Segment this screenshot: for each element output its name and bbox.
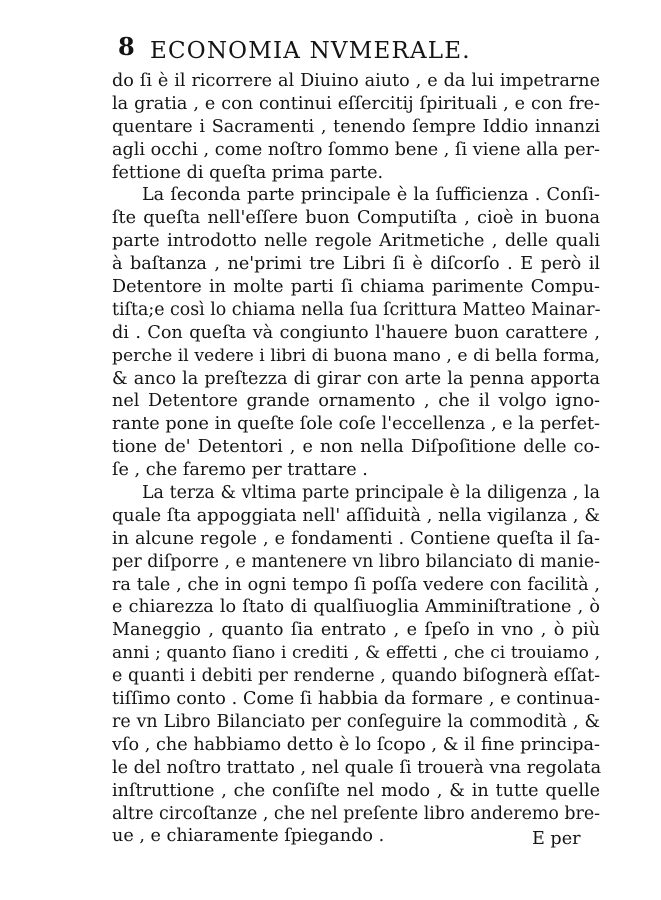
- page-header: [118, 20, 538, 64]
- text-line: tione de' Detentori , e non nella Diſpoſitione delle co-: [112, 437, 600, 458]
- text-line: vſo , che habbiamo detto è lo ſcopo , & il fine principa-: [112, 734, 600, 755]
- text-line: re vn Libro Bilanciato per conſeguire la commodità , &: [112, 711, 600, 732]
- text-line: per diſporre , e mantenere vn libro bilanciato di manie-: [112, 551, 600, 572]
- paragraph-first-line: La terza & vltima parte principale è la diligenza , la: [142, 483, 600, 504]
- text-line: Detentore in molte parti ſi chiama parimente Compu-: [112, 277, 600, 298]
- text-line: ue , e chiaramente ſpiegando .: [112, 826, 385, 847]
- text-line: altre circoſtanze , che nel preſente libro anderemo bre-: [112, 803, 600, 824]
- text-line: e quanti i debiti per renderne , quando biſognerà eſſat-: [112, 666, 600, 687]
- text-line: quale ſta appoggiata nell' aſſiduità , nella vigilanza , &: [112, 505, 600, 526]
- text-line: rante pone in queſte ſole coſe l'eccellenza , e la perfet-: [112, 414, 600, 435]
- text-line: ra tale , che in ogni tempo ſi poſſa vedere con facilità ,: [112, 574, 600, 595]
- text-line: in alcune regole , e fondamenti . Contiene queſta il ſa-: [112, 528, 600, 549]
- catchword: E per: [532, 829, 581, 849]
- text-line: fettione di queſta prima parte.: [112, 162, 384, 183]
- page-number: 8: [118, 32, 135, 61]
- text-line: parte introdotto nelle regole Aritmetiche , delle quali: [112, 231, 600, 252]
- text-line: à baſtanza , ne'primi tre Libri ſi è diſcorſo . E però il: [112, 254, 600, 275]
- text-line: e chiarezza lo ſtato di qualſiuoglia Amminiſtratione , ò: [112, 597, 600, 618]
- text-line: do ſi è il ricorrere al Diuino aiuto , e da lui impetrarne: [112, 71, 600, 91]
- text-line: quentare i Sacramenti , tenendo ſempre Iddio innanzi: [112, 116, 600, 137]
- text-line: perche il vedere i libri di buona mano , e di bella forma,: [112, 345, 600, 366]
- text-line: di . Con queſta và congiunto l'hauere buon carattere ,: [112, 322, 600, 343]
- text-line: tiſſimo conto . Come ſi habbia da formare , e continua-: [112, 689, 600, 710]
- text-line: inſtruttione , che conſiſte nel modo , & in tutte quelle: [112, 780, 600, 801]
- running-title: ECONOMIA NVMERALE.: [150, 38, 471, 64]
- text-line: nel Detentore grande ornamento , che il volgo igno-: [112, 391, 600, 412]
- text-line: ſe , che faremo per trattare .: [112, 460, 368, 481]
- text-line: tiſta;e così lo chiama nella ſua ſcrittura Matteo Mainar-: [112, 299, 601, 320]
- body-text: [112, 70, 600, 848]
- text-line: le del noſtro trattato , nel quale ſi trouerà vna regolata: [112, 757, 602, 778]
- text-line: & anco la preſtezza di girar con arte la penna apporta: [112, 368, 600, 389]
- text-line: anni ; quanto ſiano i crediti , & effetti , che ci trouiamo ,: [112, 643, 600, 664]
- text-line: ſte queſta nell'eſſere buon Computiſta , cioè in buona: [112, 208, 600, 229]
- text-line: la gratia , e con continui eſſercitij ſpirituali , e con fre-: [112, 93, 600, 114]
- text-line: Maneggio , quanto ſia entrato , e ſpeſo in vno , ò più: [112, 620, 600, 641]
- text-line: agli occhi , come noſtro ſommo bene , ſi viene alla per-: [112, 139, 600, 160]
- paragraph-first-line: La ſeconda parte principale è la ſufficienza . Conſi-: [142, 185, 600, 206]
